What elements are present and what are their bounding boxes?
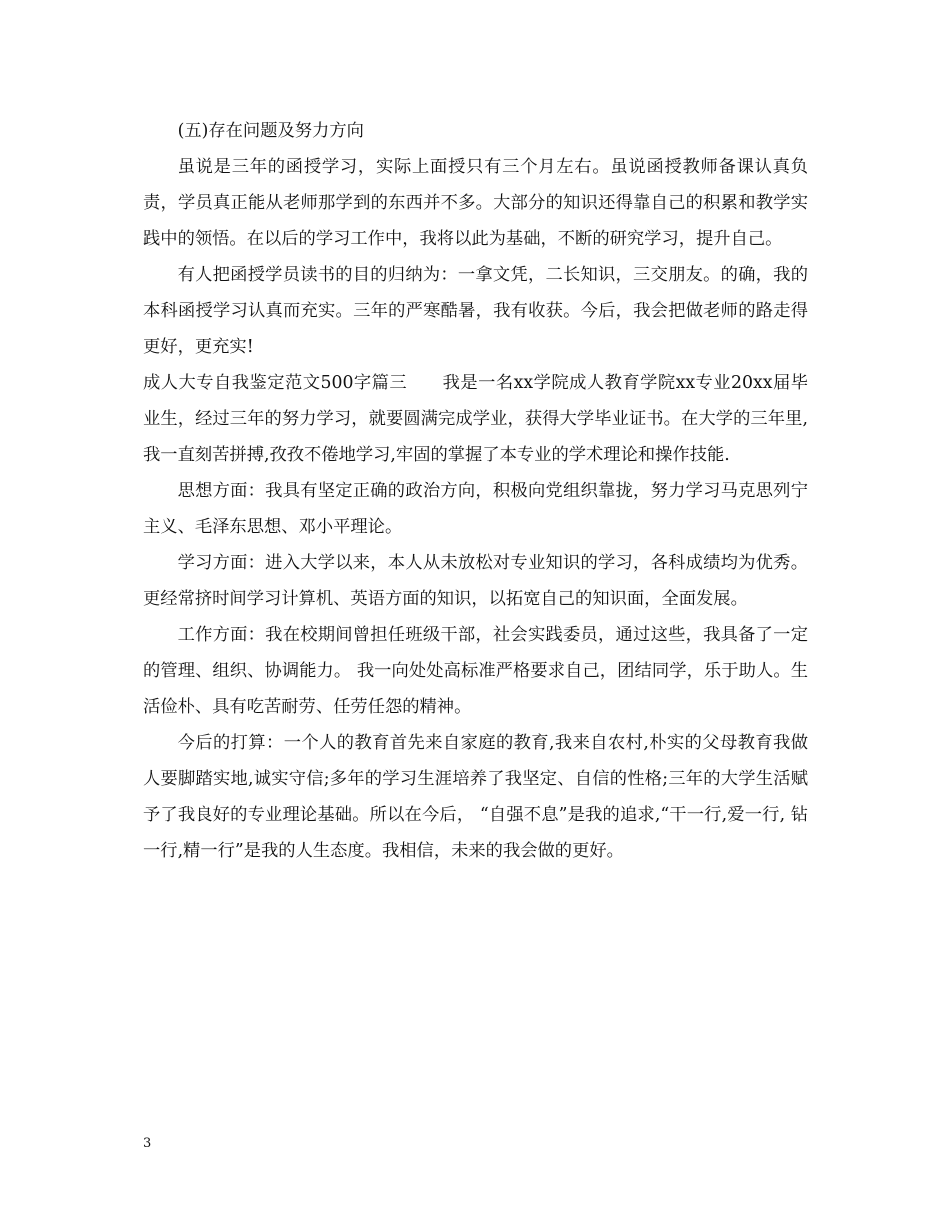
- paragraph-future-plans: 今后的打算：一个人的教育首先来自家庭的教育,我来自农村,朴实的父母教育我做人要脚踏实地,诚实守信;多年的学习生涯培养了我坚定、自信的性格;三年的大学生活赋予了我良好的专业理论基础。所以在今后， “自强不息”是我的追求,“干一行,爱一行, 钻一行,精一行”是我的人生态度。我相信，未来的我会做的更好。: [143, 733, 808, 861]
- page-number: 3: [143, 1136, 152, 1151]
- paragraph-correspondence-study: 虽说是三年的函授学习，实际上面授只有三个月左右。虽说函授教师备课认真负责，学员真正能从老师那学到的东西并不多。大部分的知识还得靠自己的积累和教学实践中的领悟。在以后的学习工作中，我将以此为基础，不断的研究学习，提升自己。: [143, 157, 808, 249]
- paragraph-study: 学习方面：进入大学以来，本人从未放松对专业知识的学习，各科成绩均为优秀。更经常挤时间学习计算机、英语方面的知识，以拓宽自己的知识面，全面发展。: [143, 553, 808, 609]
- heading-problems-and-direction: (五)存在问题及努力方向: [177, 121, 364, 141]
- paragraph-work: 工作方面：我在校期间曾担任班级干部，社会实践委员，通过这些，我具备了一定的管理、组织、协调能力。 我一向处处高标准严格要求自己，团结同学，乐于助人。生活俭朴、具有吃苦耐劳、任劳任怨的精神。: [143, 625, 808, 717]
- document-body: [143, 113, 808, 869]
- paragraph-ideology: 思想方面：我具有坚定正确的政治方向，积极向党组织靠拢，努力学习马克思列宁主义、毛泽东思想、邓小平理论。: [143, 481, 808, 537]
- paragraph-study-purpose: 有人把函授学员读书的目的归纳为：一拿文凭，二长知识，三交朋友。的确，我的本科函授学习认真而充实。三年的严寒酷暑，我有收获。今后，我会把做老师的路走得更好，更充实!: [143, 265, 808, 357]
- paragraph-self-appraisal-intro: 成人大专自我鉴定范文500字篇三 我是一名xx学院成人教育学院xx专业20xx届毕业生，经过三年的努力学习，就要圆满完成学业，获得大学毕业证书。在大学的三年里,我一直刻苦拼搏,孜孜不倦地学习,牢固的掌握了本专业的学术理论和操作技能.: [143, 373, 808, 465]
